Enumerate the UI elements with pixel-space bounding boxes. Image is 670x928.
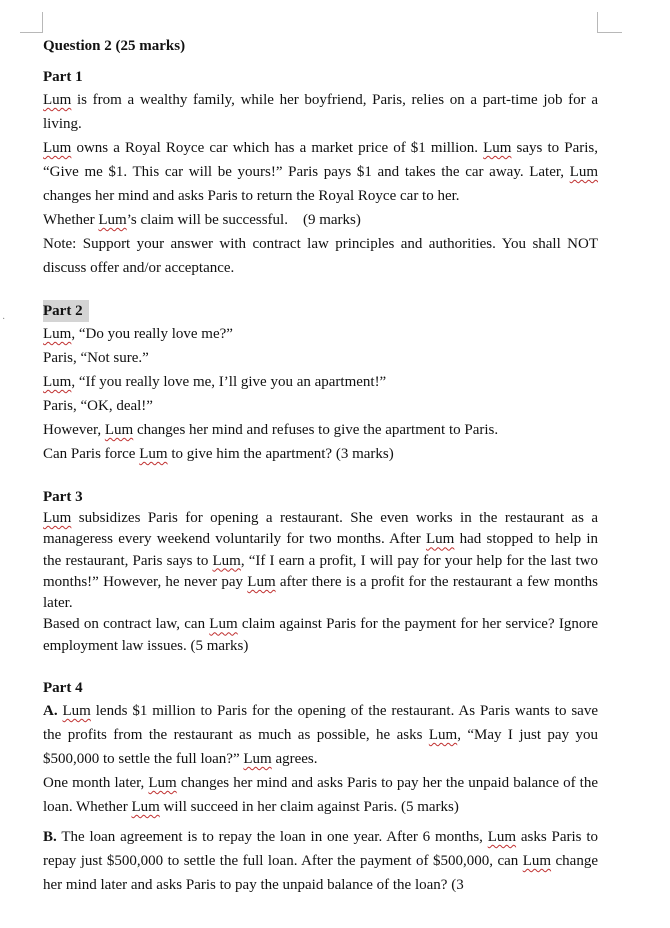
part-3-heading: Part 3 (43, 489, 83, 505)
part-1-paragraph: Lum owns a Royal Royce car which has a market price of $1 million. Lum says to Paris, “Give me $1. This car will be yours!” Paris pays $1 and takes the car away. Later, Lum changes her mind and asks Paris to return the Royal Royce car to her. (43, 140, 598, 204)
part-3-paragraph: Lum subsidizes Paris for opening a restaurant. She even works in the restaurant as a manageress every weekend voluntarily for two months. After Lum had stopped to help in the restaurant, Paris says to Lum, “If I earn a profit, I will pay for your help for the last two months!” However, he never pay Lum after there is a profit for the restaurant a few months later. (43, 510, 599, 612)
part-4-b-text: The loan agreement is to repay the loan in one year. After 6 months, Lum asks Paris to repay just $500,000 to settle the full loan. After the payment of $500,000, can Lum change her mind later and asks Paris to pay the unpaid balance of the loan? (3 (43, 829, 598, 894)
part-4 (43, 677, 598, 897)
document-body (43, 34, 598, 917)
part-4-b-paragraph (43, 825, 598, 897)
part-4-a-paragraph (43, 699, 598, 771)
part-2-heading: Part 2 (43, 300, 89, 322)
part-4-a-label: A. (43, 703, 58, 720)
part-1-heading: Part 1 (43, 69, 83, 85)
part-1-note: Note: Support your answer with contract law principles and authorities. You shall NOT discuss offer and/or acceptance. (43, 236, 598, 276)
part-2-line: Lum, “If you really love me, I’ll give you an apartment!” (43, 374, 387, 390)
part-2-line: However, Lum changes her mind and refuses to give the apartment to Paris. (43, 422, 499, 438)
paragraph-anchor-icon: · (2, 314, 6, 325)
crop-mark-top-right (597, 12, 622, 33)
part-2-line: Can Paris force Lum to give him the apartment? (3 marks) (43, 446, 394, 462)
part-1-paragraph: Lum is from a wealthy family, while her boyfriend, Paris, relies on a part-time job for a living. (43, 92, 598, 132)
part-3-paragraph: Based on contract law, can Lum claim against Paris for the payment for her service? Ignore employment law issues. (5 marks) (43, 616, 598, 654)
part-3 (43, 486, 598, 657)
question-title: Question 2 (25 marks) (43, 38, 186, 54)
part-4-heading: Part 4 (43, 680, 83, 697)
part-4-b-label: B. (43, 829, 57, 846)
part-4-a-paragraph: One month later, Lum changes her mind and asks Paris to pay her the unpaid balance of the loan. Whether Lum will succeed in her claim against Paris. (5 marks) (43, 775, 598, 816)
part-2-line: Paris, “OK, deal!” (43, 398, 153, 414)
crop-mark-top-left (20, 12, 43, 33)
part-2-line: Lum, “Do you really love me?” (43, 326, 233, 342)
part-4-a-text: Lum lends $1 million to Paris for the opening of the restaurant. As Paris wants to save the profits from the restaurant as much as possible, he asks Lum, “May I just pay you $500,000 to settle the full loan?” Lum agrees. (43, 703, 599, 768)
part-1-paragraph: Whether Lum’s claim will be successful. (9 marks) (43, 212, 361, 228)
part-1 (43, 66, 598, 280)
part-2 (43, 300, 598, 466)
part-2-line: Paris, “Not sure.” (43, 350, 149, 366)
